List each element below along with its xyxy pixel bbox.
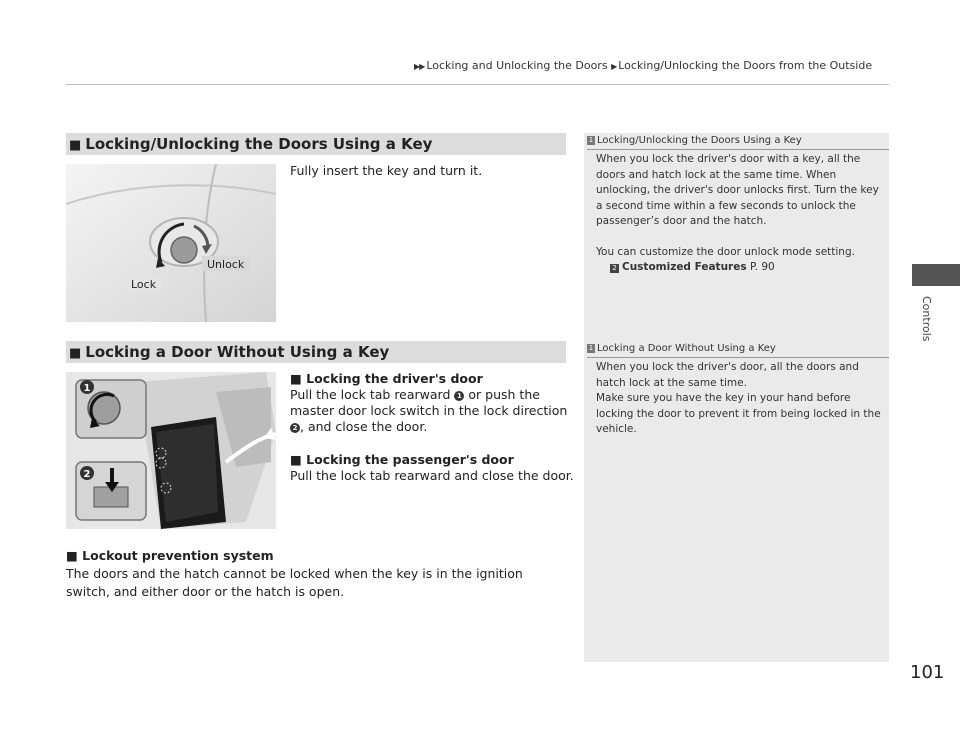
square-bullet-icon: ■ (290, 371, 302, 386)
note-icon: 1 (588, 344, 594, 352)
passenger-door-body: Pull the lock tab rearward and close the door. (290, 468, 574, 483)
key-lock-figure (66, 164, 276, 322)
key-instruction: Fully insert the key and turn it. (290, 163, 483, 178)
driver-door-heading: ■ Locking the driver's door (290, 371, 483, 386)
lock-label: Lock (131, 278, 157, 291)
note-body-2: When you lock the driver's door, all the doors and hatch lock at the same time. Make sure you have the key in your hand before locking the door to prevent it from being locked in the vehicle. (596, 361, 881, 435)
note-title-2: 1 Locking a Door Without Using a Key (588, 343, 776, 354)
square-bullet-icon: ■ (290, 452, 302, 467)
step-badge-2: 2 (290, 423, 300, 433)
breadcrumb-part-1[interactable]: Locking and Unlocking the Doors (426, 59, 608, 72)
page-number: 101 (910, 662, 945, 683)
square-bullet-icon: ■ (66, 548, 78, 563)
note-title-1: 1 Locking/Unlocking the Doors Using a Key (588, 135, 802, 146)
breadcrumb (414, 59, 872, 72)
square-bullet-icon: ■ (69, 346, 82, 361)
breadcrumb-arrow-icon: ▶ (611, 62, 617, 71)
note-icon: 1 (588, 136, 594, 144)
note-rule-2 (587, 357, 889, 358)
square-bullet-icon: ■ (69, 138, 82, 153)
section-heading-no-key (66, 341, 566, 363)
xref-icon: 2 (610, 264, 619, 273)
driver-door-body: Pull the lock tab rearward 1 or push the master door lock switch in the lock direction 2 , and close the door. (290, 387, 568, 434)
section-heading-no-key-text: Locking a Door Without Using a Key (85, 343, 390, 361)
figure-badge-2: 2 (83, 469, 91, 480)
note-rule-1 (587, 149, 889, 150)
passenger-door-heading: ■ Locking the passenger's door (290, 452, 514, 467)
section-heading-key (66, 133, 566, 155)
step-badge-1: 1 (454, 391, 464, 401)
xref-customized-features[interactable]: 2 Customized Features P. 90 (610, 260, 884, 276)
unlock-label: Unlock (207, 258, 245, 271)
figure-badge-1: 1 (83, 383, 91, 394)
breadcrumb-part-2[interactable]: Locking/Unlocking the Doors from the Outside (618, 59, 873, 72)
note-body-1: When you lock the driver's door with a key, all the doors and hatch lock at the same time. When unlocking, the driver's door unlocks first. Turn the key a second time within a few seconds to unlock the passenger’s door and the hatch. You can customize the door unlock mode setting. 2 Customized Features P. 90 (596, 152, 884, 276)
driver-door-block (290, 371, 575, 484)
lockout-body: The doors and the hatch cannot be locked when the key is in the ignition switch, and either door or the hatch is open. (66, 566, 523, 599)
lockout-block (66, 547, 566, 601)
lockout-heading: ■ Lockout prevention system (66, 548, 274, 563)
door-lock-figure (66, 372, 276, 529)
chapter-tab-marker (912, 264, 960, 286)
chapter-label: Controls (920, 296, 933, 342)
breadcrumb-arrow-icon: ▶▶ (414, 62, 425, 71)
section-heading-key-text: Locking/Unlocking the Doors Using a Key (85, 135, 433, 153)
header-rule (66, 84, 889, 85)
